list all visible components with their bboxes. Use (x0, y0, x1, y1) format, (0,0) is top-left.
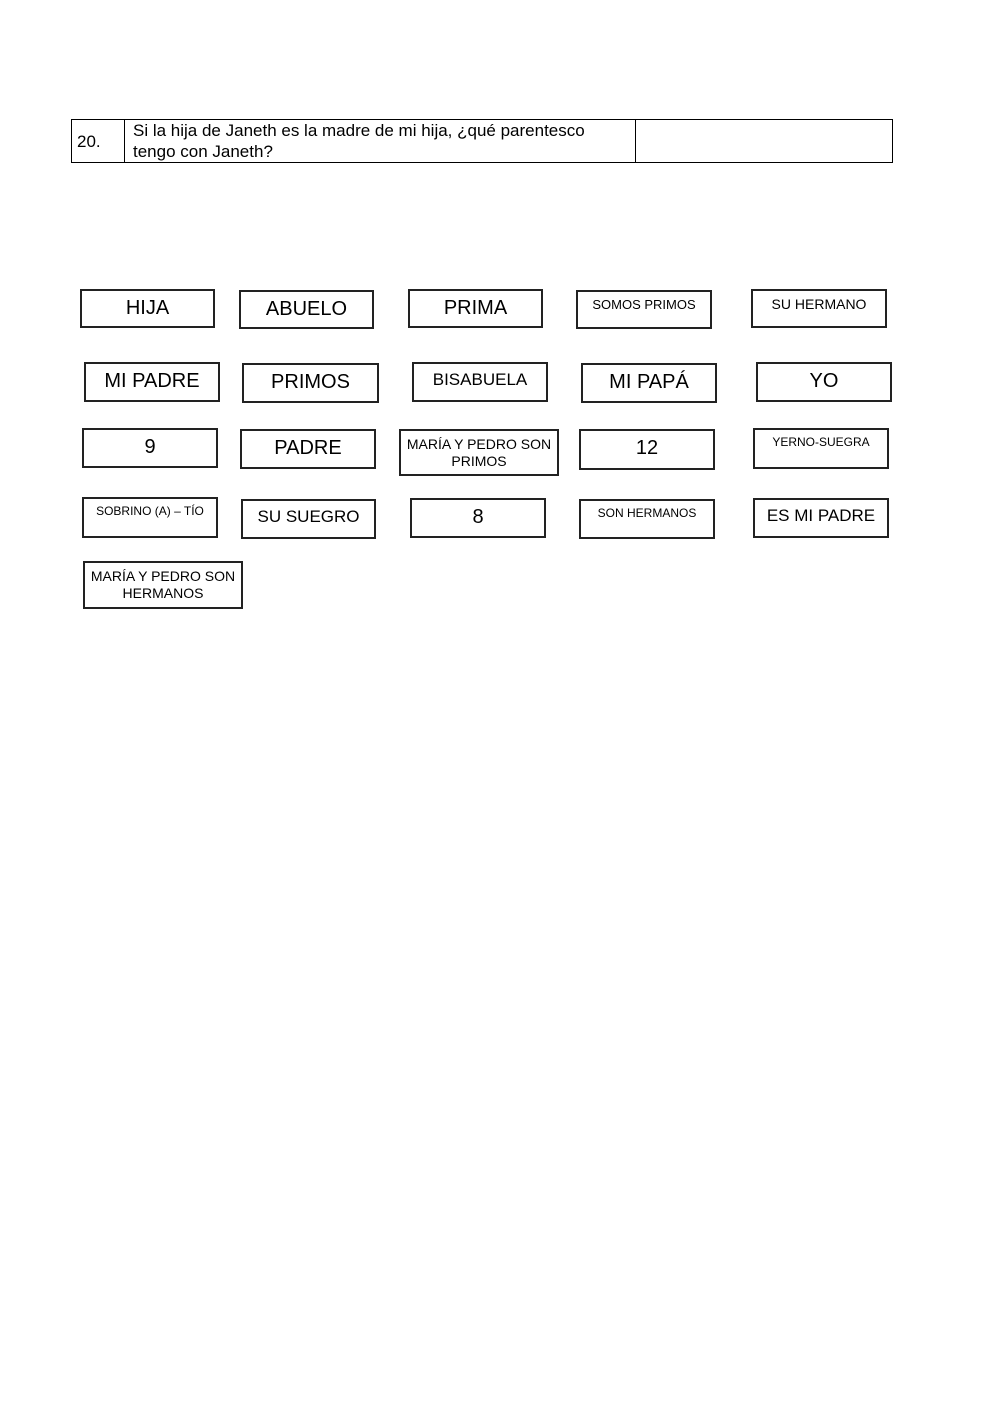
answer-card-padre[interactable]: PADRE (240, 429, 376, 469)
answer-card-yerno-suegra[interactable]: YERNO-SUEGRA (753, 428, 889, 469)
question-table (71, 119, 893, 163)
question-text: Si la hija de Janeth es la madre de mi hija, ¿qué parentesco tengo con Janeth? (125, 120, 636, 163)
question-row (72, 120, 893, 163)
answer-card-su-suegro[interactable]: SU SUEGRO (241, 499, 376, 539)
answer-card-son-hermanos[interactable]: SON HERMANOS (579, 499, 715, 539)
answer-card-primos[interactable]: PRIMOS (242, 363, 379, 403)
answer-card-prima[interactable]: PRIMA (408, 289, 543, 328)
answer-card-abuelo[interactable]: ABUELO (239, 290, 374, 329)
answer-card-bisabuela[interactable]: BISABUELA (412, 362, 548, 402)
answer-card-es-mi-padre[interactable]: ES MI PADRE (753, 498, 889, 538)
answer-drop-zone[interactable] (636, 120, 893, 163)
answer-card-12[interactable]: 12 (579, 429, 715, 470)
answer-card-mi-padre[interactable]: MI PADRE (84, 362, 220, 402)
answer-card-hija[interactable]: HIJA (80, 289, 215, 328)
answer-card-9[interactable]: 9 (82, 428, 218, 468)
answer-card-yo[interactable]: YO (756, 362, 892, 402)
answer-card-maria-pedro-primos[interactable]: MARÍA Y PEDRO SON PRIMOS (399, 429, 559, 476)
answer-card-sobrino-tio[interactable]: SOBRINO (A) – TÍO (82, 497, 218, 538)
answer-card-8[interactable]: 8 (410, 498, 546, 538)
answer-card-somos-primos[interactable]: SOMOS PRIMOS (576, 290, 712, 329)
answer-card-maria-pedro-hermanos[interactable]: MARÍA Y PEDRO SON HERMANOS (83, 561, 243, 609)
answer-card-mi-papa[interactable]: MI PAPÁ (581, 363, 717, 403)
question-number: 20. (72, 120, 125, 163)
answer-card-su-hermano[interactable]: SU HERMANO (751, 289, 887, 328)
